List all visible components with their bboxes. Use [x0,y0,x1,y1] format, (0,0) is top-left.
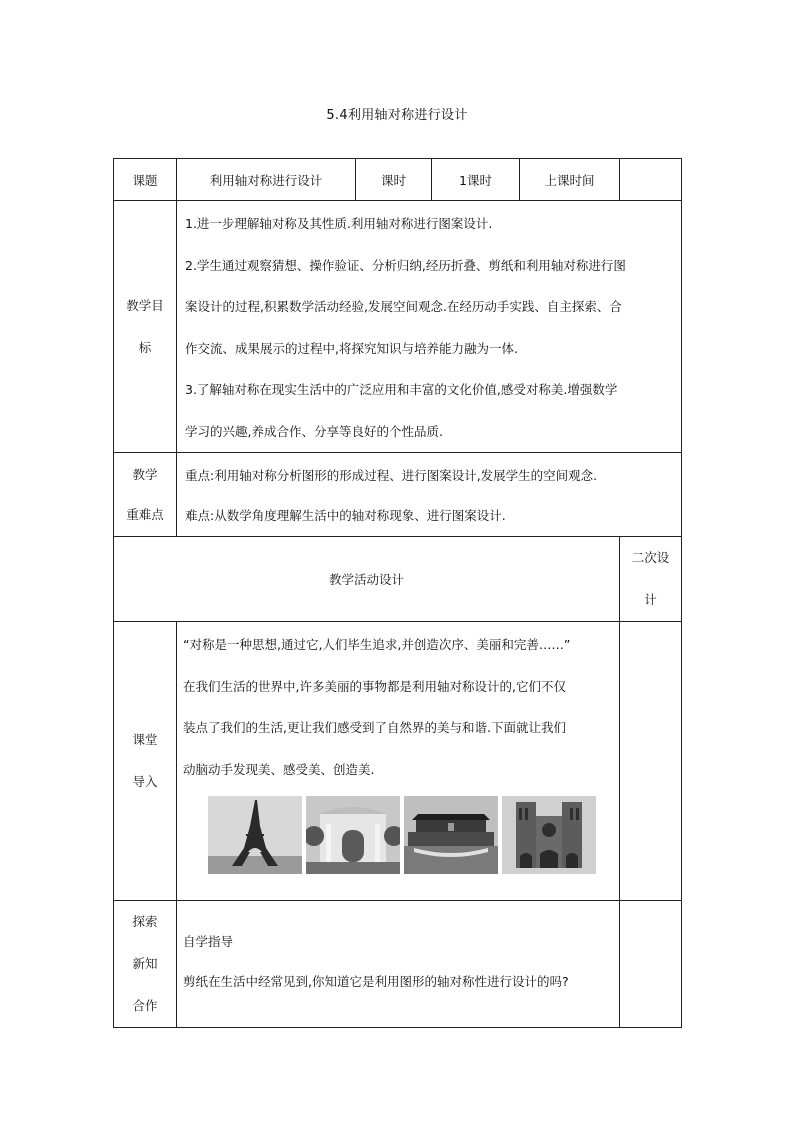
explore-label-1: 探索 [132,914,158,929]
explore-label-cell [114,901,177,1028]
objectives-label-cell [114,201,177,453]
explore-line: 自学指导 [183,934,234,949]
period-label: 课时 [356,159,432,201]
lesson-plan-table [113,158,682,1028]
explore-content [177,901,620,1028]
objectives-label-2: 标 [138,339,152,355]
photo-strip [177,790,619,878]
objective-line: 3.了解轴对称在现实生活中的广泛应用和丰富的文化价值,感受对称美.增强数学 [185,382,618,397]
objectives-content [177,201,682,453]
objective-line: 作交流、成果展示的过程中,将探究知识与培养能力融为一体. [185,340,518,356]
intro-row [114,622,682,901]
keypoints-content [177,453,682,537]
activity-row [114,537,682,622]
intro-line: 在我们生活的世界中,许多美丽的事物都是利用轴对称设计的,它们不仅 [183,678,566,694]
secondary-design-cell [620,537,682,622]
explore-secondary-cell [620,901,682,1028]
keypoints-label-2: 重难点 [126,506,164,522]
explore-row [114,901,682,1028]
header-row [114,159,682,201]
objective-line: 2.学生通过观察猜想、操作验证、分析归纳,经历折叠、剪纸和利用轴对称进行图 [185,257,626,273]
intro-secondary-cell [620,622,682,901]
topic-value: 利用轴对称进行设计 [177,159,356,201]
explore-line: 剪纸在生活中经常见到,你知道它是利用图形的轴对称性进行设计的吗? [183,974,569,989]
intro-label-2: 导入 [132,774,158,789]
intro-line: 装点了我们的生活,更让我们感受到了自然界的美与和谐.下面就让我们 [183,720,566,735]
explore-label-3: 合作 [132,998,158,1013]
secondary-design-1: 二次设 [631,550,670,565]
keypoints-label-cell [114,453,177,537]
notre-dame-photo [502,796,596,874]
keypoints-label-1: 教学 [132,466,158,482]
time-label: 上课时间 [520,159,620,201]
university-gate-photo [306,796,400,874]
objective-line: 学习的兴趣,养成合作、分享等良好的个性品质. [185,423,443,439]
tiananmen-photo [404,796,498,874]
objective-line: 案设计的过程,积累数学活动经验,发展空间观念.在经历动手实践、自主探索、合 [185,299,622,314]
explore-label-2: 新知 [132,956,158,971]
keypoints-row [114,453,682,537]
eiffel-tower-photo [208,796,302,874]
intro-line: “对称是一种思想,通过它,人们毕生追求,并创造次序、美丽和完善……” [183,637,571,652]
objectives-row [114,201,682,453]
page-title: 5.4利用轴对称进行设计 [326,108,468,123]
intro-label-cell [114,622,177,901]
activity-title: 教学活动设计 [114,537,620,622]
objective-line: 1.进一步理解轴对称及其性质.利用轴对称进行图案设计. [185,216,493,231]
intro-label-1: 课堂 [132,732,158,747]
time-value [620,159,682,201]
period-value: 1课时 [432,159,520,201]
keypoint-line: 难点:从数学角度理解生活中的轴对称现象、进行图案设计. [185,507,506,523]
keypoint-line: 重点:利用轴对称分析图形的形成过程、进行图案设计,发展学生的空间观念. [185,467,598,483]
intro-content [177,622,620,901]
objectives-label-1: 教学目 [126,297,164,313]
topic-label: 课题 [114,159,177,201]
intro-line: 动脑动手发现美、感受美、创造美. [183,761,375,777]
secondary-design-2: 计 [644,592,657,607]
